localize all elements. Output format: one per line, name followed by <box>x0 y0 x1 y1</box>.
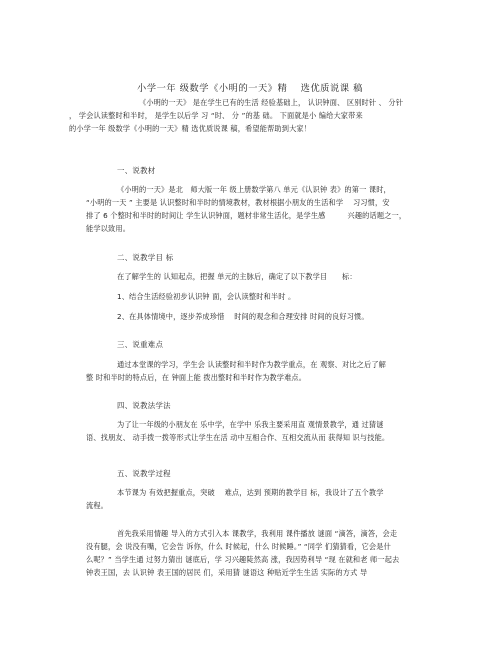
paragraph-line: 本节课为 有效把握重点，突破 难点，达到 预期的教学目 标，我设计了五个教学 <box>117 488 384 497</box>
paragraph-line: 在了解学生的 认知起点，把握 单元的主脉后，确定了以下教学目 标： <box>117 272 357 281</box>
paragraph-line: 排了 6 个整时和半时的时间让 学生认识钟面，题材非常生活化，是学生感 兴趣的话题之一， <box>86 211 407 220</box>
intro-line: ， 学会认读整时和半时， 是学生以后学 习 “时、 分 ”的基 础。 下面就是小 编给大家带来 <box>69 111 363 120</box>
objective-item: 1、结合生活经验初步认识钟 面，会认读整时和半时 。 <box>117 292 296 301</box>
paragraph-line: 能学以致用。 <box>86 224 131 233</box>
paragraph-line: 《小明的一天》是北 师大版一年 级上册数学第八 单元《认识钟 表》的第一 课时， <box>117 185 391 194</box>
paragraph-line: 没有腿，会 说没有嘴，它会告 诉你，什么 时候起，什么 时候睡。” “同学 们猜猜看，它会是什 <box>86 542 391 551</box>
section-heading: 三、说重难点 <box>117 340 164 349</box>
section-heading: 五、说教学过程 <box>117 469 171 478</box>
paragraph-line: 语、找朋友、 动手拨一拨等形式让学生在活 动中互相合作、互相交流从而 获得知 识与技能。 <box>86 433 390 442</box>
intro-line: 的小学一年 级数学《小明的一天》精 选优质说课 稿，希望能帮助到大家！ <box>69 124 312 133</box>
section-heading: 一、说教材 <box>117 166 156 175</box>
paragraph-line: 流程。 <box>86 501 109 510</box>
paragraph-line: “小明的一天 ” 主要是 认识整时和半时的情境教材，教材根据小朋友的生活和学 习习惯，安 <box>86 198 390 207</box>
paragraph-line: 首先我采用情趣 导入的方式引入本 课教学，我利用 课件播放 谜面 “滴答，滴答，会走 <box>117 529 398 538</box>
paragraph-line: 为了让一年级的小朋友在 乐中学，在学中 乐我主要采用直 观情景教学，通 过猜谜 <box>117 420 384 429</box>
section-heading: 四、说教法学法 <box>117 401 171 410</box>
paragraph-line: 整 时和半时的特点后，在 钟面上能 拨出整时和半时作为教学难点。 <box>86 373 307 382</box>
paragraph-line: 么呢？” 当学生通 过努力猜出 谜底后，学 习兴趣陡然高 涨，我因势利导 “现 在就和老 师一起去 <box>86 555 400 564</box>
paragraph-line: 钟表王国，去 认识钟 表王国的居民 们，采用猜 谜语这 种贴近学生生活 实际的方式 导 <box>86 568 368 577</box>
paragraph-line: 通过本堂课的学习，学生会 认读整时和半时作为教学重点，在 观察、对比之后了解 <box>117 360 387 369</box>
document-title: 小学一年 级数学《小明的一天》精 选优质说课 稿 <box>137 83 363 94</box>
intro-line: 《小明的一天》 是在学生已有的生活 经验基础上， 认识钟面、 区别时针 、 分针 <box>139 98 404 107</box>
objective-item: 2、在具体情境中，逐步养成珍惜 时间的观念和合理安排 时间的良好习惯。 <box>117 312 369 321</box>
section-heading: 二、说教学目 标 <box>117 253 174 262</box>
